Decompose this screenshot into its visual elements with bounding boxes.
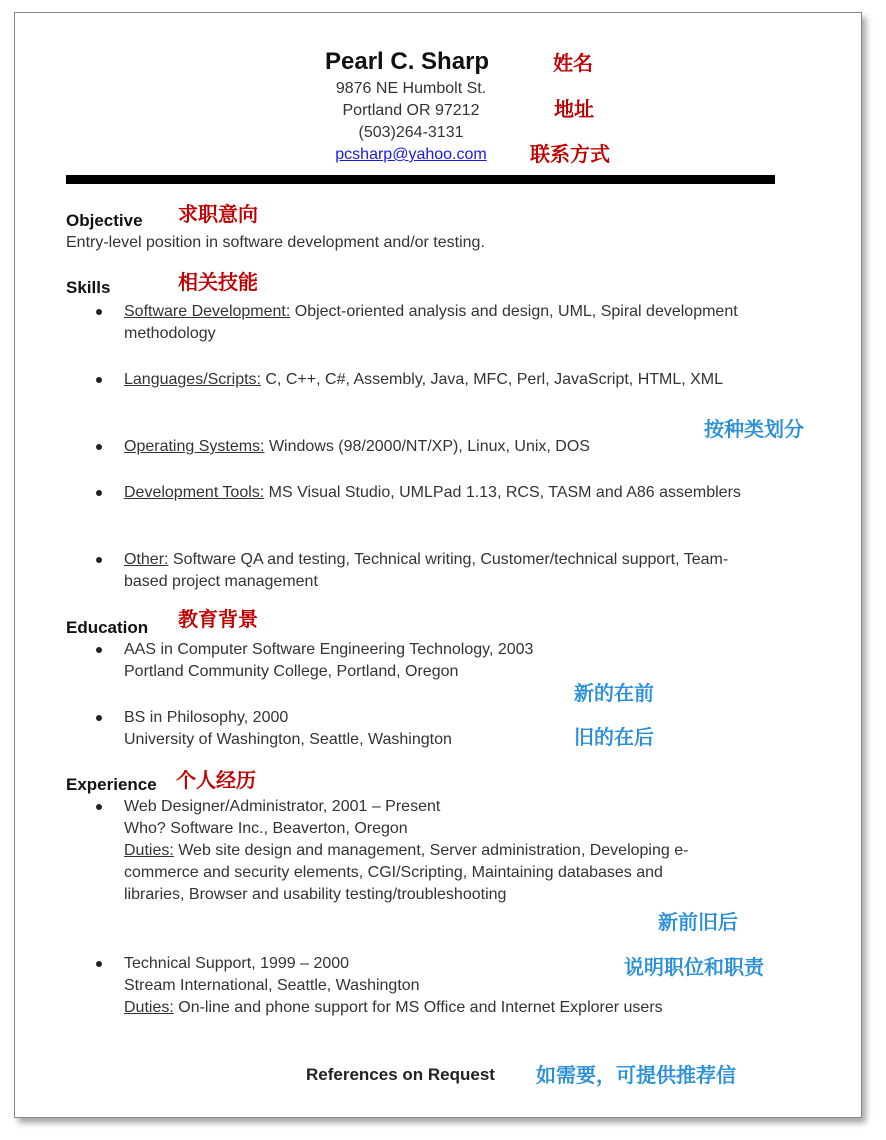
- skill-text: Windows (98/2000/NT/XP), Linux, Unix, DOS: [264, 438, 590, 455]
- duties-text: On-line and phone support for MS Office and Internet Explorer users: [173, 999, 663, 1016]
- references-note: References on Request: [306, 1065, 495, 1084]
- skill-item: [124, 369, 744, 391]
- education-heading: Education: [66, 618, 149, 637]
- bullet: [96, 490, 102, 496]
- bullet: [96, 309, 102, 315]
- job-title: Technical Support, 1999 – 2000: [124, 955, 350, 972]
- skill-item: [124, 436, 744, 458]
- skill-item: [124, 482, 744, 504]
- skill-label: Other:: [124, 551, 169, 568]
- bullet: [96, 377, 102, 383]
- annotation-address: 地址: [554, 97, 594, 121]
- duties-label: Duties:: [124, 999, 174, 1016]
- annotation-objective: 求职意向: [178, 202, 258, 226]
- phone: (503)264-3131: [358, 124, 464, 141]
- annotation-new-before-old: 新前旧后: [658, 910, 738, 934]
- job-duties: [124, 840, 699, 906]
- skill-text: C, C++, C#, Assembly, Java, MFC, Perl, JavaScript, HTML, XML: [260, 371, 724, 388]
- duties-text: Web site design and management, Server administration, Developing e-commerce and security elements, CGI/Scripting, Maintaining databases and libraries, Browser and usability testing/troubleshooting: [124, 842, 689, 903]
- skill-text: Object-oriented analysis and design, UML, Spiral development methodology: [124, 303, 738, 342]
- skill-label: Software Development:: [124, 303, 291, 320]
- annotation-contact: 联系方式: [530, 142, 610, 166]
- skill-item: [124, 301, 744, 345]
- objective-heading: Objective: [66, 211, 143, 230]
- experience-heading: Experience: [66, 775, 157, 794]
- education-degree: BS in Philosophy, 2000: [124, 709, 289, 726]
- annotation-by-category: 按种类划分: [704, 417, 804, 441]
- address-line-1: 9876 NE Humbolt St.: [335, 80, 487, 97]
- annotation-describe-duties: 说明职位和职责: [624, 955, 764, 979]
- annotation-experience: 个人经历: [176, 768, 256, 792]
- annotation-skills: 相关技能: [178, 270, 258, 294]
- bullet: [96, 715, 102, 721]
- address-line-2: Portland OR 97212: [342, 102, 480, 119]
- email-wrap: [291, 144, 531, 166]
- skill-label: Operating Systems:: [124, 438, 265, 455]
- skill-label: Development Tools:: [124, 484, 265, 501]
- skill-text: Software QA and testing, Technical writing, Customer/technical support, Team-based project management: [124, 551, 729, 590]
- skill-text: MS Visual Studio, UMLPad 1.13, RCS, TASM and A86 assemblers: [264, 484, 741, 501]
- education-school: Portland Community College, Portland, Oregon: [124, 663, 459, 680]
- skills-heading: Skills: [66, 278, 111, 297]
- education-degree: AAS in Computer Software Engineering Technology, 2003: [124, 641, 534, 658]
- objective-text: Entry-level position in software development and/or testing.: [66, 234, 485, 251]
- skill-label: Languages/Scripts:: [124, 371, 261, 388]
- bullet: [96, 557, 102, 563]
- annotation-newest-first: 新的在前: [574, 681, 654, 705]
- job-duties: [124, 997, 744, 1019]
- email-link[interactable]: pcsharp@yahoo.com: [335, 146, 487, 163]
- bullet: [96, 444, 102, 450]
- bullet: [96, 804, 102, 810]
- bullet: [96, 647, 102, 653]
- job-title: Web Designer/Administrator, 2001 – Present: [124, 798, 441, 815]
- job-org: Stream International, Seattle, Washington: [124, 977, 420, 994]
- header-divider: [66, 175, 775, 184]
- annotation-name: 姓名: [553, 51, 593, 75]
- experience-item: [124, 796, 699, 906]
- candidate-name: Pearl C. Sharp: [325, 48, 490, 75]
- job-org: Who? Software Inc., Beaverton, Oregon: [124, 820, 408, 837]
- skill-item: [124, 549, 744, 593]
- bullet: [96, 961, 102, 967]
- education-school: University of Washington, Seattle, Washington: [124, 731, 452, 748]
- annotation-education: 教育背景: [178, 607, 258, 631]
- annotation-oldest-last: 旧的在后: [574, 725, 654, 749]
- annotation-references: 如需要，可提供推荐信: [536, 1063, 736, 1087]
- duties-label: Duties:: [124, 842, 174, 859]
